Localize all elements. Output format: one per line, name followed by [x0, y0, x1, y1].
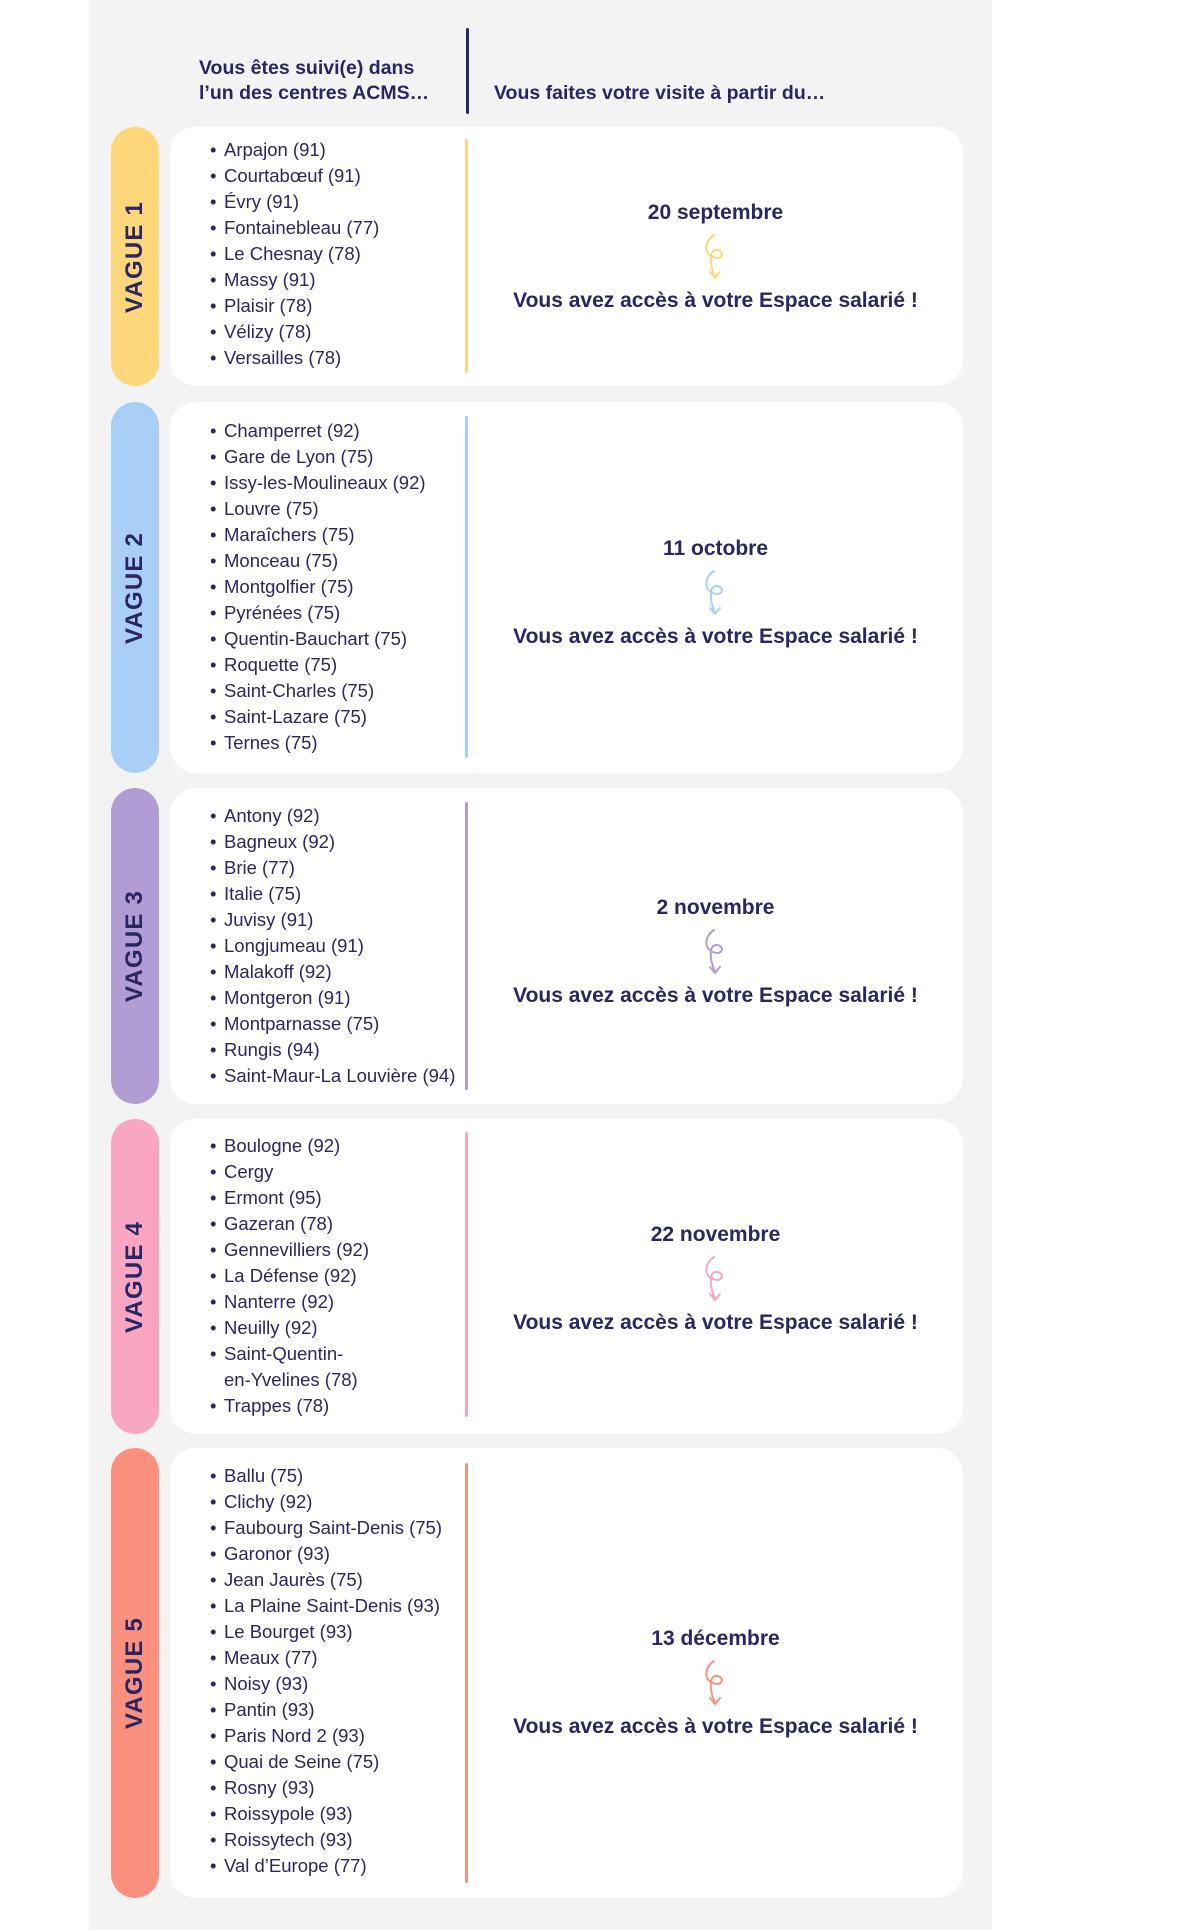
wave-date-block — [468, 199, 963, 315]
center-item: • Montgolfier (75) — [210, 574, 426, 600]
center-item: • Ternes (75) — [210, 730, 426, 756]
center-item: • La Défense (92) — [210, 1263, 369, 1289]
access-message: Vous avez accès à votre Espace salarié ! — [513, 289, 918, 312]
curly-arrow-down-icon — [701, 233, 731, 283]
center-item: • Quai de Seine (75) — [210, 1749, 442, 1775]
curly-arrow-down-icon — [701, 1255, 731, 1305]
center-item: • Ermont (95) — [210, 1185, 369, 1211]
wave-card — [170, 1448, 963, 1898]
center-item: • Roissypole (93) — [210, 1801, 442, 1827]
center-item: • Antony (92) — [210, 803, 455, 829]
wave-label: VAGUE 3 — [121, 890, 148, 1002]
access-message: Vous avez accès à votre Espace salarié ! — [513, 1311, 918, 1334]
curly-arrow-down-icon — [701, 1659, 731, 1709]
wave-section — [0, 127, 1187, 386]
center-item: • Garonor (93) — [210, 1541, 442, 1567]
center-item: • Roquette (75) — [210, 652, 426, 678]
center-item: • Montparnasse (75) — [210, 1011, 455, 1037]
wave-date: 20 septembre — [647, 201, 784, 224]
center-item: • Vélizy (78) — [210, 319, 379, 345]
center-item: • Massy (91) — [210, 267, 379, 293]
center-item: • Val d’Europe (77) — [210, 1853, 442, 1879]
center-item: • Longjumeau (91) — [210, 933, 455, 959]
center-item: • Juvisy (91) — [210, 907, 455, 933]
center-item: • Issy-les-Moulineaux (92) — [210, 470, 426, 496]
center-item: • Cergy — [210, 1159, 369, 1185]
wave-section — [0, 402, 1187, 773]
center-item: • Plaisir (78) — [210, 293, 379, 319]
wave-date: 22 novembre — [650, 1223, 781, 1246]
wave-date: 13 décembre — [651, 1627, 780, 1650]
header-left — [199, 56, 439, 106]
wave-label: VAGUE 5 — [121, 1617, 148, 1729]
center-item: • Rungis (94) — [210, 1037, 455, 1063]
center-item: • Trappes (78) — [210, 1393, 369, 1419]
center-item: • Montgeron (91) — [210, 985, 455, 1011]
center-item: • Noisy (93) — [210, 1671, 442, 1697]
center-item: • Arpajon (91) — [210, 137, 379, 163]
access-message: Vous avez accès à votre Espace salarié ! — [513, 625, 918, 648]
center-item: • Monceau (75) — [210, 548, 426, 574]
access-message: Vous avez accès à votre Espace salarié ! — [513, 984, 918, 1007]
center-item: • Champerret (92) — [210, 418, 426, 444]
center-item: • Paris Nord 2 (93) — [210, 1723, 442, 1749]
wave-card — [170, 127, 963, 386]
center-item: • Ballu (75) — [210, 1463, 442, 1489]
wave-date-block — [468, 535, 963, 651]
wave-section — [0, 1119, 1187, 1434]
center-item: • Malakoff (92) — [210, 959, 455, 985]
wave-label: VAGUE 1 — [121, 200, 148, 313]
center-item: • La Plaine Saint-Denis (93) — [210, 1593, 442, 1619]
center-item: • Fontainebleau (77) — [210, 215, 379, 241]
center-item: • Courtabœuf (91) — [210, 163, 379, 189]
center-list — [210, 1463, 442, 1879]
wave-date: 2 novembre — [656, 896, 775, 919]
center-item: • Évry (91) — [210, 189, 379, 215]
center-item: • Gazeran (78) — [210, 1211, 369, 1237]
header-divider — [466, 28, 469, 114]
center-item: • Gare de Lyon (75) — [210, 444, 426, 470]
wave-date-block — [468, 894, 963, 1010]
header-right: Vous faites votre visite à partir du… — [494, 82, 826, 104]
wave-section — [0, 788, 1187, 1104]
center-item: • Saint-Lazare (75) — [210, 704, 426, 730]
wave-label-pill — [111, 1448, 159, 1898]
wave-card — [170, 402, 963, 773]
wave-date: 11 octobre — [662, 537, 769, 560]
center-item: • Louvre (75) — [210, 496, 426, 522]
wave-section — [0, 1448, 1187, 1898]
header-left-line2: l’un des centres ACMS… — [199, 82, 430, 104]
center-item: • Neuilly (92) — [210, 1315, 369, 1341]
center-item: • Nanterre (92) — [210, 1289, 369, 1315]
center-item: • Pyrénées (75) — [210, 600, 426, 626]
center-item: • Brie (77) — [210, 855, 455, 881]
center-item: • Saint-Charles (75) — [210, 678, 426, 704]
center-item: • Italie (75) — [210, 881, 455, 907]
center-list — [210, 1133, 369, 1419]
center-item: • Bagneux (92) — [210, 829, 455, 855]
wave-label-pill — [111, 402, 159, 773]
center-item: • Rosny (93) — [210, 1775, 442, 1801]
center-item: • Jean Jaurès (75) — [210, 1567, 442, 1593]
center-item: • Gennevilliers (92) — [210, 1237, 369, 1263]
center-list — [210, 137, 379, 371]
center-item: • Pantin (93) — [210, 1697, 442, 1723]
center-item: • Meaux (77) — [210, 1645, 442, 1671]
wave-card — [170, 1119, 963, 1434]
center-item: • Boulogne (92) — [210, 1133, 369, 1159]
wave-label-pill — [111, 1119, 159, 1434]
center-item: • Versailles (78) — [210, 345, 379, 371]
center-item: • Saint-Maur-La Louvière (94) — [210, 1063, 455, 1089]
curly-arrow-down-icon — [701, 928, 731, 978]
center-item: • Le Chesnay (78) — [210, 241, 379, 267]
center-item: • Faubourg Saint-Denis (75) — [210, 1515, 442, 1541]
wave-card — [170, 788, 963, 1104]
wave-label: VAGUE 4 — [121, 1220, 148, 1333]
header-left-line1: Vous êtes suivi(e) dans — [199, 57, 415, 79]
center-item: • Le Bourget (93) — [210, 1619, 442, 1645]
wave-label: VAGUE 2 — [121, 531, 148, 644]
center-list — [210, 803, 455, 1089]
center-item: • Quentin-Bauchart (75) — [210, 626, 426, 652]
center-item: • Roissytech (93) — [210, 1827, 442, 1853]
center-list — [210, 418, 426, 756]
center-item: • Saint-Quentin- en-Yvelines (78) — [210, 1341, 369, 1393]
wave-label-pill — [111, 788, 159, 1104]
wave-date-block — [468, 1625, 963, 1741]
wave-date-block — [468, 1221, 963, 1337]
center-item: • Maraîchers (75) — [210, 522, 426, 548]
curly-arrow-down-icon — [701, 569, 731, 619]
wave-label-pill — [111, 127, 159, 386]
center-item: • Clichy (92) — [210, 1489, 442, 1515]
access-message: Vous avez accès à votre Espace salarié ! — [513, 1715, 918, 1738]
